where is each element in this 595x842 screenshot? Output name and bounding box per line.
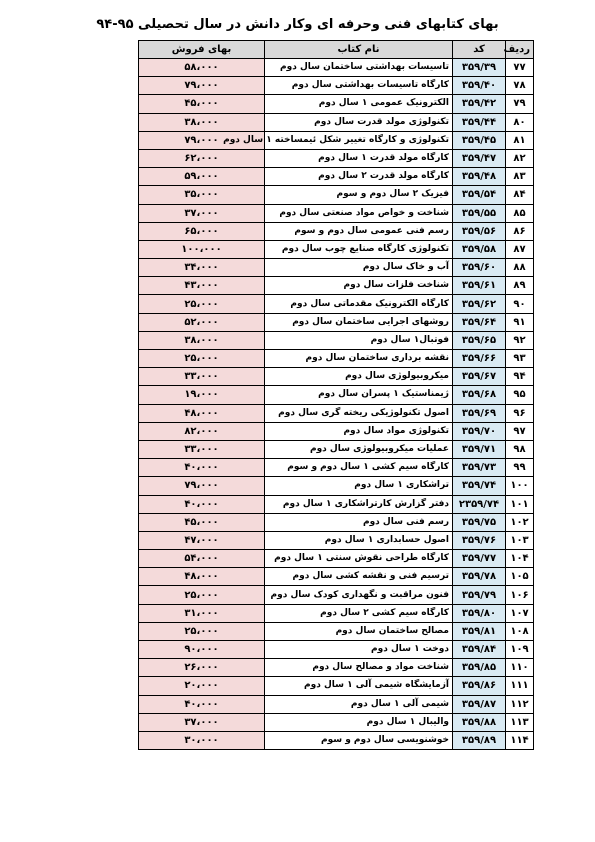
row-number-cell: ۱۰۹ xyxy=(506,641,534,659)
code-cell: ۳۵۹/۳۹ xyxy=(453,59,506,77)
row-number-cell: ۱۰۴ xyxy=(506,550,534,568)
price-cell: ۳۸،۰۰۰ xyxy=(139,113,265,131)
code-cell: ۳۵۹/۷۴ xyxy=(453,477,506,495)
price-cell: ۹۰،۰۰۰ xyxy=(139,641,265,659)
table-row xyxy=(139,404,534,422)
row-number-cell: ۱۱۳ xyxy=(506,713,534,731)
row-number-cell: ۱۰۰ xyxy=(506,477,534,495)
code-cell: ۳۵۹/۶۷ xyxy=(453,368,506,386)
row-number-cell: ۹۷ xyxy=(506,422,534,440)
table-row xyxy=(139,95,534,113)
table-row xyxy=(139,77,534,95)
book-name-cell: روشهای اجرایی ساختمان سال دوم xyxy=(265,313,453,331)
table-row xyxy=(139,295,534,313)
row-number-cell: ۸۳ xyxy=(506,168,534,186)
table-row xyxy=(139,368,534,386)
price-cell: ۳۷،۰۰۰ xyxy=(139,713,265,731)
table-row xyxy=(139,513,534,531)
book-name-cell: کارگاه مولد قدرت ۲ سال دوم xyxy=(265,168,453,186)
code-cell: ۳۵۹/۷۶ xyxy=(453,531,506,549)
row-number-cell: ۱۱۴ xyxy=(506,731,534,749)
price-cell: ۳۳،۰۰۰ xyxy=(139,440,265,458)
code-cell: ۳۵۹/۷۷ xyxy=(453,550,506,568)
row-number-cell: ۸۷ xyxy=(506,240,534,258)
price-cell: ۲۵،۰۰۰ xyxy=(139,350,265,368)
row-number-cell: ۸۶ xyxy=(506,222,534,240)
table-row xyxy=(139,731,534,749)
price-cell: ۳۳،۰۰۰ xyxy=(139,368,265,386)
code-cell: ۳۵۹/۸۵ xyxy=(453,659,506,677)
price-cell: ۲۰،۰۰۰ xyxy=(139,677,265,695)
row-number-cell: ۷۹ xyxy=(506,95,534,113)
row-number-cell: ۹۲ xyxy=(506,331,534,349)
table-row xyxy=(139,477,534,495)
price-cell: ۲۵،۰۰۰ xyxy=(139,295,265,313)
book-name-cell: رسم فنی سال دوم xyxy=(265,513,453,531)
table-body xyxy=(139,59,534,750)
row-number-cell: ۹۱ xyxy=(506,313,534,331)
page-title: بهای کتابهای فنی وحرفه ای وکار دانش در سال تحصیلی ۹۵-۹۴ xyxy=(96,17,499,32)
price-cell: ۳۸،۰۰۰ xyxy=(139,331,265,349)
price-cell: ۸۲،۰۰۰ xyxy=(139,422,265,440)
price-cell: ۴۰،۰۰۰ xyxy=(139,459,265,477)
row-number-cell: ۹۴ xyxy=(506,368,534,386)
table-row xyxy=(139,695,534,713)
header-book-name: نام کتاب xyxy=(265,41,453,59)
code-cell: ۳۵۹/۴۵ xyxy=(453,131,506,149)
code-cell: ۳۵۹/۴۷ xyxy=(453,149,506,167)
table-row xyxy=(139,677,534,695)
table-row xyxy=(139,240,534,258)
row-number-cell: ۸۸ xyxy=(506,259,534,277)
table-row xyxy=(139,277,534,295)
price-cell: ۲۶،۰۰۰ xyxy=(139,659,265,677)
price-cell: ۶۲،۰۰۰ xyxy=(139,149,265,167)
code-cell: ۳۵۹/۸۸ xyxy=(453,713,506,731)
book-name-cell: کارگاه طراحی نقوش سنتی ۱ سال دوم xyxy=(265,550,453,568)
code-cell: ۳۵۹/۵۴ xyxy=(453,186,506,204)
table-row xyxy=(139,622,534,640)
row-number-cell: ۸۱ xyxy=(506,131,534,149)
price-cell: ۳۷،۰۰۰ xyxy=(139,204,265,222)
code-cell: ۳۵۹/۶۹ xyxy=(453,404,506,422)
table-row xyxy=(139,204,534,222)
row-number-cell: ۱۱۲ xyxy=(506,695,534,713)
book-name-cell: شناخت فلزات سال دوم xyxy=(265,277,453,295)
price-cell: ۵۸،۰۰۰ xyxy=(139,59,265,77)
code-cell: ۳۵۹/۷۹ xyxy=(453,586,506,604)
table-row xyxy=(139,440,534,458)
book-name-cell: اصول حسابداری ۱ سال دوم xyxy=(265,531,453,549)
book-name-cell: اصول تکنولوژیکی ریخته گری سال دوم xyxy=(265,404,453,422)
price-cell: ۱۰۰،۰۰۰ xyxy=(139,240,265,258)
code-cell: ۳۵۹/۸۱ xyxy=(453,622,506,640)
book-name-cell: کارگاه سیم کشی ۲ سال دوم xyxy=(265,604,453,622)
table-header-row xyxy=(139,41,534,59)
code-cell: ۳۵۹/۴۲ xyxy=(453,95,506,113)
row-number-cell: ۷۷ xyxy=(506,59,534,77)
row-number-cell: ۱۰۵ xyxy=(506,568,534,586)
book-name-cell: میکروبیولوژی سال دوم xyxy=(265,368,453,386)
code-cell: ۳۵۹/۵۵ xyxy=(453,204,506,222)
book-name-cell: تکنولوژی کارگاه صنایع چوب سال دوم xyxy=(265,240,453,258)
code-cell: ۳۵۹/۶۸ xyxy=(453,386,506,404)
table-row xyxy=(139,641,534,659)
book-name-cell: فوتبال۱ سال دوم xyxy=(265,331,453,349)
header-code: کد xyxy=(453,41,506,59)
row-number-cell: ۹۹ xyxy=(506,459,534,477)
row-number-cell: ۹۰ xyxy=(506,295,534,313)
book-name-cell: آب و خاک سال دوم xyxy=(265,259,453,277)
book-name-cell: دفتر گزارش کارتراشکاری ۱ سال دوم xyxy=(265,495,453,513)
code-cell: ۳۵۹/۸۴ xyxy=(453,641,506,659)
book-name-cell: خوشنویسی سال دوم و سوم xyxy=(265,731,453,749)
row-number-cell: ۸۹ xyxy=(506,277,534,295)
row-number-cell: ۱۱۰ xyxy=(506,659,534,677)
book-name-cell: کارگاه الکترونیک مقدماتی سال دوم xyxy=(265,295,453,313)
price-cell: ۱۹،۰۰۰ xyxy=(139,386,265,404)
book-name-cell: ترسیم فنی و نقشه کشی سال دوم xyxy=(265,568,453,586)
price-cell: ۴۵،۰۰۰ xyxy=(139,95,265,113)
code-cell: ۳۵۹/۶۴ xyxy=(453,313,506,331)
table-row xyxy=(139,495,534,513)
row-number-cell: ۱۰۸ xyxy=(506,622,534,640)
code-cell: ۳۵۹/۸۰ xyxy=(453,604,506,622)
book-name-cell: ژیمناستیک ۱ پسران سال دوم xyxy=(265,386,453,404)
header-row-number: ردیف xyxy=(506,41,534,59)
table-row xyxy=(139,604,534,622)
book-name-cell: رسم فنی عمومی سال دوم و سوم xyxy=(265,222,453,240)
table-row xyxy=(139,331,534,349)
table-row xyxy=(139,168,534,186)
code-cell: ۳۵۹/۶۵ xyxy=(453,331,506,349)
book-name-cell: تراشکاری ۱ سال دوم xyxy=(265,477,453,495)
book-name-cell: نقشه برداری ساختمان سال دوم xyxy=(265,350,453,368)
table-row xyxy=(139,313,534,331)
book-name-cell: فنون مراقبت و نگهداری کودک سال دوم xyxy=(265,586,453,604)
table-row xyxy=(139,350,534,368)
price-cell: ۷۹،۰۰۰ xyxy=(139,77,265,95)
code-cell: ۳۵۹/۶۰ xyxy=(453,259,506,277)
code-cell: ۳۵۹/۸۶ xyxy=(453,677,506,695)
table-row xyxy=(139,459,534,477)
code-cell: ۳۵۹/۸۹ xyxy=(453,731,506,749)
table-row xyxy=(139,586,534,604)
code-cell: ۳۵۹/۷۸ xyxy=(453,568,506,586)
price-cell: ۴۸،۰۰۰ xyxy=(139,404,265,422)
table-row xyxy=(139,59,534,77)
row-number-cell: ۸۰ xyxy=(506,113,534,131)
book-name-cell: شناخت و خواص مواد صنعتی سال دوم xyxy=(265,204,453,222)
row-number-cell: ۱۰۱ xyxy=(506,495,534,513)
book-name-cell: کارگاه تاسیسات بهداشتی سال دوم xyxy=(265,77,453,95)
code-cell: ۳۵۹/۷۰ xyxy=(453,422,506,440)
book-name-cell: عملیات میکروبیولوژی سال دوم xyxy=(265,440,453,458)
code-cell: ۳۵۹/۵۸ xyxy=(453,240,506,258)
table-row xyxy=(139,568,534,586)
table-row xyxy=(139,149,534,167)
code-cell: ۳۵۹/۷۵ xyxy=(453,513,506,531)
price-cell: ۵۴،۰۰۰ xyxy=(139,550,265,568)
book-name-cell: مصالح ساختمان سال دوم xyxy=(265,622,453,640)
table-row xyxy=(139,186,534,204)
row-number-cell: ۹۸ xyxy=(506,440,534,458)
price-cell: ۴۷،۰۰۰ xyxy=(139,531,265,549)
table-row xyxy=(139,131,534,149)
row-number-cell: ۱۱۱ xyxy=(506,677,534,695)
book-name-cell: تاسیسات بهداشتی ساختمان سال دوم xyxy=(265,59,453,77)
code-cell: ۳۵۹/۷۳ xyxy=(453,459,506,477)
row-number-cell: ۹۵ xyxy=(506,386,534,404)
book-name-cell: دوخت ۱ سال دوم xyxy=(265,641,453,659)
code-cell: ۳۵۹/۴۸ xyxy=(453,168,506,186)
price-cell: ۳۱،۰۰۰ xyxy=(139,604,265,622)
book-name-cell: شناخت مواد و مصالح سال دوم xyxy=(265,659,453,677)
table-row xyxy=(139,713,534,731)
row-number-cell: ۸۵ xyxy=(506,204,534,222)
book-name-cell: الکترونیک عمومی ۱ سال دوم xyxy=(265,95,453,113)
price-cell: ۲۵،۰۰۰ xyxy=(139,622,265,640)
table-row xyxy=(139,422,534,440)
row-number-cell: ۱۰۲ xyxy=(506,513,534,531)
row-number-cell: ۹۳ xyxy=(506,350,534,368)
row-number-cell: ۸۲ xyxy=(506,149,534,167)
code-cell: ۳۵۹/۶۱ xyxy=(453,277,506,295)
book-name-cell: والیبال ۱ سال دوم xyxy=(265,713,453,731)
code-cell: ۳۵۹/۶۲ xyxy=(453,295,506,313)
header-price: بهای فروش xyxy=(139,41,265,59)
book-name-cell: تکنولوژی مواد سال دوم xyxy=(265,422,453,440)
price-cell: ۷۹،۰۰۰ xyxy=(139,131,265,149)
table-row xyxy=(139,531,534,549)
table-row xyxy=(139,659,534,677)
row-number-cell: ۸۴ xyxy=(506,186,534,204)
price-cell: ۴۳،۰۰۰ xyxy=(139,277,265,295)
code-cell: ۳۵۹/۸۷ xyxy=(453,695,506,713)
price-cell: ۷۹،۰۰۰ xyxy=(139,477,265,495)
row-number-cell: ۹۶ xyxy=(506,404,534,422)
table-row xyxy=(139,222,534,240)
price-cell: ۳۰،۰۰۰ xyxy=(139,731,265,749)
table-row xyxy=(139,386,534,404)
row-number-cell: ۷۸ xyxy=(506,77,534,95)
row-number-cell: ۱۰۶ xyxy=(506,586,534,604)
book-name-cell: تکنولوژی مولد قدرت سال دوم xyxy=(265,113,453,131)
price-cell: ۳۵،۰۰۰ xyxy=(139,186,265,204)
table-row xyxy=(139,113,534,131)
table-row xyxy=(139,550,534,568)
row-number-cell: ۱۰۷ xyxy=(506,604,534,622)
code-cell: ۳۵۹/۷۱ xyxy=(453,440,506,458)
book-name-cell: شیمی آلی ۱ سال دوم xyxy=(265,695,453,713)
code-cell: ۳۵۹/۴۰ xyxy=(453,77,506,95)
book-name-cell: کارگاه مولد قدرت ۱ سال دوم xyxy=(265,149,453,167)
book-name-cell: آزمایشگاه شیمی آلی ۱ سال دوم xyxy=(265,677,453,695)
code-cell: ۳۵۹/۵۶ xyxy=(453,222,506,240)
code-cell: ۳۵۹/۶۶ xyxy=(453,350,506,368)
price-cell: ۳۴،۰۰۰ xyxy=(139,259,265,277)
price-cell: ۴۰،۰۰۰ xyxy=(139,495,265,513)
price-cell: ۵۹،۰۰۰ xyxy=(139,168,265,186)
code-cell: ۳۵۹/۴۴ xyxy=(453,113,506,131)
book-name-cell: کارگاه سیم کشی ۱ سال دوم و سوم xyxy=(265,459,453,477)
price-cell: ۲۵،۰۰۰ xyxy=(139,586,265,604)
book-price-table xyxy=(138,40,534,750)
book-name-cell: تکنولوژی و کارگاه تغییر شکل ئیمساخته ۱ سال دوم xyxy=(265,131,453,149)
price-cell: ۴۸،۰۰۰ xyxy=(139,568,265,586)
price-cell: ۶۵،۰۰۰ xyxy=(139,222,265,240)
price-cell: ۴۵،۰۰۰ xyxy=(139,513,265,531)
table-row xyxy=(139,259,534,277)
price-cell: ۴۰،۰۰۰ xyxy=(139,695,265,713)
price-cell: ۵۲،۰۰۰ xyxy=(139,313,265,331)
code-cell: ۲۳۵۹/۷۴ xyxy=(453,495,506,513)
row-number-cell: ۱۰۳ xyxy=(506,531,534,549)
book-name-cell: فیزیک ۲ سال دوم و سوم xyxy=(265,186,453,204)
